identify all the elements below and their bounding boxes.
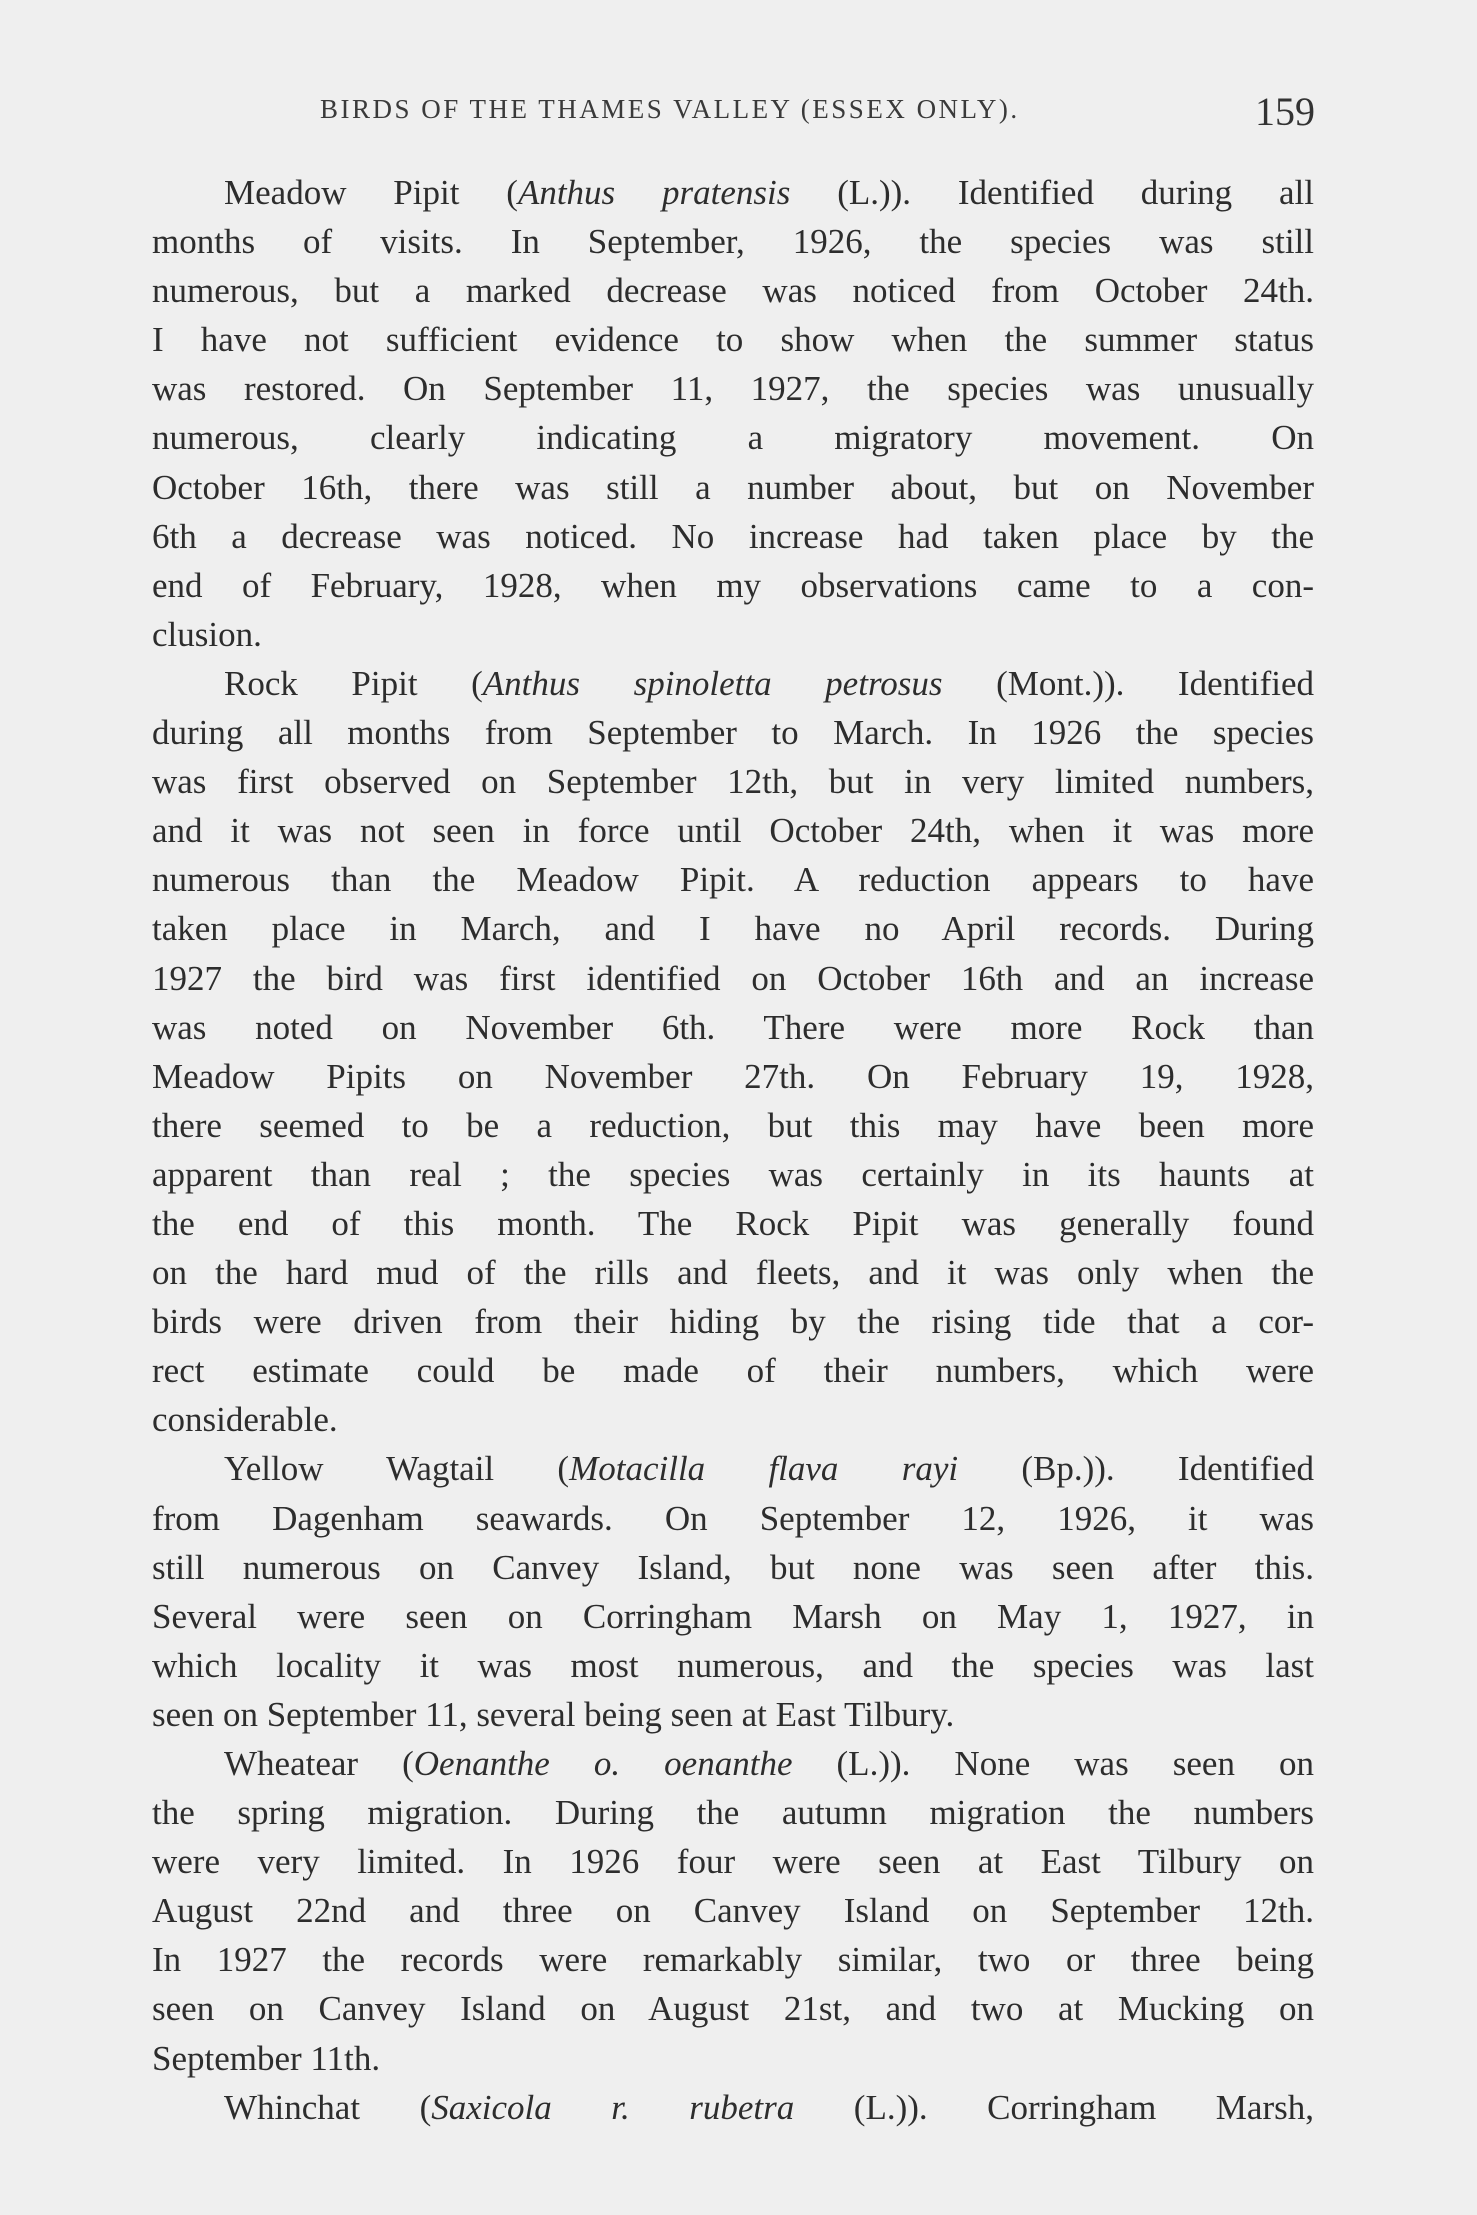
- text-segment: considerable.: [152, 1400, 338, 1440]
- text-line: [152, 1150, 1314, 1199]
- text-line: [152, 1984, 1314, 2033]
- text-segment: seen on September 11, several being seen at East Tilbury.: [152, 1694, 955, 1734]
- text-line: [152, 708, 1314, 757]
- text-segment: numerous than the Meadow Pipit. A reduction appears to have: [152, 860, 1314, 900]
- text-line: [152, 168, 1314, 217]
- text-segment: Meadow Pipit (: [224, 173, 518, 212]
- text-line: [152, 1935, 1314, 1984]
- species-latin-name: Saxicola r. rubetra: [431, 2087, 795, 2127]
- text-line: [152, 561, 1314, 610]
- page-number: 159: [1255, 89, 1315, 134]
- text-segment: there seemed to be a reduction, but this may have been more: [152, 1105, 1314, 1145]
- text-segment: (L.)). None was seen on: [792, 1744, 1314, 1783]
- text-line: [152, 364, 1314, 413]
- text-line: [152, 413, 1314, 462]
- text-line: [152, 1592, 1314, 1641]
- text-segment: (L.)). Corringham Marsh,: [794, 2087, 1314, 2127]
- species-latin-name: Oenanthe o. oenanthe: [413, 1744, 793, 1783]
- species-paragraph-rock-pipit: [152, 659, 1314, 1445]
- text-segment: September 11th.: [152, 2038, 381, 2078]
- text-line: [152, 1444, 1314, 1493]
- text-segment: (Bp.)). Identified: [958, 1449, 1314, 1489]
- text-segment: months of visits. In September, 1926, the species was still: [152, 222, 1314, 262]
- text-segment: I have not sufficient evidence to show when the summer status: [152, 320, 1314, 360]
- text-line: [152, 1052, 1314, 1101]
- text-segment: was first observed on September 12th, but in very limited numbers,: [152, 762, 1314, 802]
- text-line: [152, 904, 1314, 953]
- text-line: [152, 1788, 1314, 1837]
- species-latin-name: Anthus pratensis: [517, 173, 791, 212]
- text-segment: Meadow Pipits on November 27th. On February 19, 1928,: [152, 1056, 1314, 1096]
- text-segment: In 1927 the records were remarkably similar, two or three being: [152, 1940, 1314, 1980]
- running-head: [150, 88, 1315, 138]
- text-line: [152, 1886, 1314, 1935]
- text-line: [152, 1199, 1314, 1248]
- text-segment: Several were seen on Corringham Marsh on May 1, 1927, in: [152, 1596, 1314, 1636]
- text-segment: clusion.: [152, 614, 262, 654]
- text-segment: still numerous on Canvey Island, but none was seen after this.: [152, 1547, 1314, 1587]
- text-line: [152, 610, 1314, 659]
- species-paragraph-wheatear: [152, 1739, 1314, 2083]
- text-line: [152, 1690, 1314, 1739]
- text-segment: end of February, 1928, when my observations came to a con-: [152, 565, 1314, 605]
- text-segment: were very limited. In 1926 four were seen at East Tilbury on: [152, 1842, 1314, 1882]
- text-segment: numerous, but a marked decrease was noticed from October 24th.: [152, 271, 1314, 311]
- text-line: [152, 1003, 1314, 1052]
- text-segment: seen on Canvey Island on August 21st, and two at Mucking on: [152, 1989, 1314, 2029]
- text-segment: Yellow Wagtail (: [224, 1449, 570, 1489]
- text-segment: October 16th, there was still a number about, but on November: [152, 467, 1314, 507]
- text-line: [152, 266, 1314, 315]
- text-line: [152, 2034, 1314, 2083]
- text-segment: rect estimate could be made of their numbers, which were: [152, 1351, 1314, 1391]
- species-paragraph-whinchat: [152, 2083, 1314, 2132]
- text-segment: which locality it was most numerous, and the species was last: [152, 1645, 1314, 1685]
- text-segment: 1927 the bird was first identified on October 16th and an increase: [152, 958, 1314, 998]
- text-segment: was noted on November 6th. There were more Rock than: [152, 1007, 1314, 1047]
- text-segment: Wheatear (: [224, 1744, 414, 1783]
- text-segment: the end of this month. The Rock Pipit was generally found: [152, 1203, 1314, 1243]
- text-line: [152, 757, 1314, 806]
- text-line: [152, 1346, 1314, 1395]
- text-segment: was restored. On September 11, 1927, the species was unusually: [152, 369, 1314, 409]
- text-segment: taken place in March, and I have no April records. During: [152, 909, 1314, 949]
- text-line: [152, 855, 1314, 904]
- species-paragraph-meadow-pipit: [152, 168, 1314, 659]
- text-segment: (Mont.)). Identified: [942, 663, 1314, 703]
- running-title: BIRDS OF THE THAMES VALLEY (ESSEX ONLY).: [320, 94, 1020, 124]
- text-line: [152, 1543, 1314, 1592]
- body-text: [152, 168, 1314, 2132]
- text-line: [152, 1101, 1314, 1150]
- text-line: [152, 2083, 1314, 2132]
- text-line: [152, 512, 1314, 561]
- text-segment: apparent than real ; the species was certainly in its haunts at: [152, 1154, 1314, 1194]
- text-segment: (L.)). Identified during all: [790, 173, 1315, 212]
- species-paragraph-yellow-wagtail: [152, 1444, 1314, 1739]
- text-segment: from Dagenham seawards. On September 12, 1926, it was: [152, 1498, 1314, 1538]
- text-line: [152, 1297, 1314, 1346]
- text-segment: on the hard mud of the rills and fleets, and it was only when the: [152, 1253, 1314, 1293]
- text-line: [152, 1641, 1314, 1690]
- text-line: [152, 954, 1314, 1003]
- text-line: [152, 217, 1314, 266]
- text-segment: the spring migration. During the autumn migration the numbers: [152, 1793, 1314, 1833]
- text-segment: 6th a decrease was noticed. No increase had taken place by the: [152, 516, 1314, 556]
- text-line: [152, 659, 1314, 708]
- text-line: [152, 1248, 1314, 1297]
- text-segment: Whinchat (: [224, 2087, 432, 2127]
- text-line: [152, 806, 1314, 855]
- text-segment: Rock Pipit (: [224, 663, 483, 703]
- text-line: [152, 1395, 1314, 1444]
- text-line: [152, 1837, 1314, 1886]
- text-segment: during all months from September to March. In 1926 the species: [152, 713, 1314, 753]
- text-line: [152, 1739, 1314, 1788]
- species-latin-name: Anthus spinoletta petrosus: [482, 663, 943, 703]
- text-segment: and it was not seen in force until October 24th, when it was more: [152, 811, 1314, 851]
- species-latin-name: Motacilla flava rayi: [569, 1449, 959, 1489]
- text-segment: birds were driven from their hiding by the rising tide that a cor-: [152, 1302, 1314, 1342]
- text-line: [152, 463, 1314, 512]
- text-segment: numerous, clearly indicating a migratory movement. On: [152, 418, 1314, 458]
- text-line: [152, 315, 1314, 364]
- text-segment: August 22nd and three on Canvey Island on September 12th.: [152, 1891, 1314, 1931]
- text-line: [152, 1494, 1314, 1543]
